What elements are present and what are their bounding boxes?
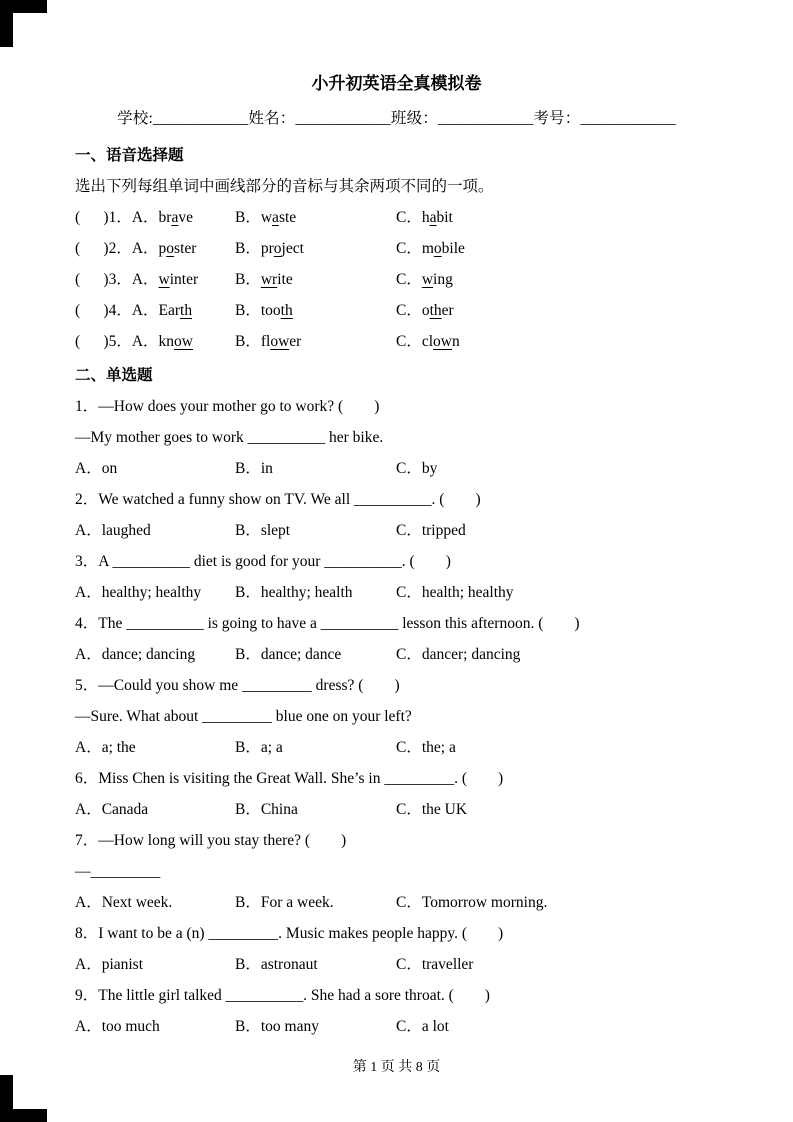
- underlined-letters: ow: [433, 333, 452, 350]
- phonetic-cell: [396, 233, 718, 264]
- option: C．tripped: [396, 522, 466, 539]
- phonetic-option: A．winter: [131, 271, 199, 288]
- phonetic-option: C．mobile: [396, 240, 465, 257]
- underlined-letters: th: [429, 302, 442, 319]
- phonetic-row: [75, 233, 718, 264]
- question-line: 6．Miss Chen is visiting the Great Wall. She’s in _________. ( ): [75, 770, 504, 787]
- option: A．Next week.: [75, 894, 173, 911]
- underlined-letters: ow: [174, 333, 193, 350]
- corner-mark-top-left: [0, 0, 13, 47]
- page-number-text: 第 1 页 共 8 页: [352, 1060, 441, 1075]
- phonetic-option: A．poster: [131, 240, 197, 257]
- option: C．health; healthy: [396, 584, 514, 601]
- phonetic-cell: [235, 264, 396, 295]
- phonetic-option: A．know: [131, 333, 193, 350]
- option: A．dance; dancing: [75, 646, 196, 663]
- student-info-field: 学校:____________: [117, 110, 249, 127]
- phonetic-row: [75, 295, 718, 326]
- option: A．too much: [75, 1018, 160, 1035]
- phonetic-cell: [75, 264, 235, 295]
- question-line: 1．—How does your mother go to work? ( ): [75, 398, 380, 415]
- phonetic-option: C．wing: [396, 271, 453, 288]
- question-line: 9．The little girl talked __________. She had a sore throat. ( ): [75, 987, 490, 1004]
- phonetic-option: B．waste: [235, 209, 297, 226]
- option: A．Canada: [75, 801, 149, 818]
- section1-heading: 一、语音选择题: [75, 147, 184, 164]
- option: B．dance; dance: [235, 646, 342, 663]
- options-row: [75, 949, 718, 980]
- answer-paren: ( )1．: [75, 209, 132, 226]
- section2-heading: 二、单选题: [75, 367, 153, 384]
- underlined-letters: ow: [270, 333, 290, 350]
- question-line: —Sure. What about _________ blue one on your left?: [75, 708, 412, 725]
- section1-instruction: 选出下列每组单词中画线部分的音标与其余两项不同的一项。: [75, 178, 494, 195]
- option: B．For a week.: [235, 894, 334, 911]
- option: B．slept: [235, 522, 291, 539]
- underlined-letters: a: [171, 209, 179, 226]
- corner-mark-bottom-left: [0, 1075, 13, 1122]
- phonetic-option: B．flower: [235, 333, 302, 350]
- phonetic-option: B．tooth: [235, 302, 293, 319]
- underlined-letters: th: [280, 302, 293, 319]
- option: B．in: [235, 460, 273, 477]
- underlined-letters: a: [272, 209, 279, 226]
- options-row: [75, 732, 718, 763]
- options-row: [75, 794, 718, 825]
- option: A．a; the: [75, 739, 136, 756]
- phonetic-option: B．project: [235, 240, 304, 257]
- underlined-letters: a: [429, 209, 437, 226]
- phonetic-option: A．brave: [131, 209, 193, 226]
- option: C．Tomorrow morning.: [396, 894, 548, 911]
- page-footer: [0, 1056, 793, 1076]
- answer-paren: ( )5．: [75, 333, 132, 350]
- underlined-letters: th: [180, 302, 193, 319]
- phonetic-question-list: [75, 202, 718, 357]
- question-line: 2．We watched a funny show on TV. We all __________. ( ): [75, 491, 481, 508]
- options-row: [75, 1011, 718, 1042]
- option: C．traveller: [396, 956, 474, 973]
- option: C．by: [396, 460, 438, 477]
- option: C．the; a: [396, 739, 456, 756]
- phonetic-option: B．write: [235, 271, 293, 288]
- phonetic-cell: [235, 233, 396, 264]
- page-title: 小升初英语全真模拟卷: [311, 74, 482, 93]
- option: A．pianist: [75, 956, 144, 973]
- student-info-field: 班级：____________: [390, 110, 534, 127]
- phonetic-cell: [235, 202, 396, 233]
- phonetic-cell: [235, 326, 396, 357]
- options-row: [75, 515, 718, 546]
- phonetic-option: A．Earth: [131, 302, 193, 319]
- question-line: 3．A __________ diet is good for your __________. ( ): [75, 553, 451, 570]
- phonetic-row: [75, 202, 718, 233]
- student-info-field: 考号：____________: [533, 110, 676, 127]
- question-line: 8．I want to be a (n) _________. Music makes people happy. ( ): [75, 925, 504, 942]
- underlined-letters: w: [421, 271, 434, 288]
- phonetic-cell: [75, 295, 235, 326]
- question-line: 5．—Could you show me _________ dress? ( ): [75, 677, 400, 694]
- phonetic-cell: [75, 233, 235, 264]
- phonetic-cell: [75, 326, 235, 357]
- phonetic-row: [75, 264, 718, 295]
- option: C．the UK: [396, 801, 468, 818]
- phonetic-option: C．other: [396, 302, 454, 319]
- phonetic-cell: [396, 264, 718, 295]
- answer-paren: ( )3．: [75, 271, 132, 288]
- question-line: —_________: [75, 863, 161, 880]
- phonetic-cell: [235, 295, 396, 326]
- student-info-field: 姓名：____________: [248, 110, 391, 127]
- phonetic-cell: [396, 326, 718, 357]
- option: A．healthy; healthy: [75, 584, 202, 601]
- phonetic-option: C．clown: [396, 333, 460, 350]
- option: B．a; a: [235, 739, 283, 756]
- phonetic-row: [75, 326, 718, 357]
- options-row: [75, 887, 718, 918]
- underlined-letters: w: [158, 271, 170, 288]
- option: B．China: [235, 801, 298, 818]
- answer-paren: ( )2．: [75, 240, 132, 257]
- mc-question-list: [75, 391, 718, 1042]
- question-line: —My mother goes to work __________ her bike.: [75, 429, 384, 446]
- option: B．astronaut: [235, 956, 318, 973]
- option: A．laughed: [75, 522, 151, 539]
- underlined-letters: o: [273, 240, 282, 257]
- option: B．too many: [235, 1018, 319, 1035]
- student-info-line: [75, 104, 718, 134]
- options-row: [75, 639, 718, 670]
- option: B．healthy; health: [235, 584, 353, 601]
- options-row: [75, 577, 718, 608]
- underlined-letters: o: [166, 240, 175, 257]
- option: C．a lot: [396, 1018, 449, 1035]
- phonetic-cell: [75, 202, 235, 233]
- underlined-letters: o: [433, 240, 442, 257]
- underlined-letters: wr: [260, 271, 278, 288]
- phonetic-option: C．habit: [396, 209, 453, 226]
- question-line: 7．—How long will you stay there? ( ): [75, 832, 347, 849]
- phonetic-cell: [396, 295, 718, 326]
- option: A．on: [75, 460, 118, 477]
- option: C．dancer; dancing: [396, 646, 521, 663]
- answer-paren: ( )4．: [75, 302, 132, 319]
- options-row: [75, 453, 718, 484]
- question-line: 4．The __________ is going to have a __________ lesson this afternoon. ( ): [75, 615, 580, 632]
- phonetic-cell: [396, 202, 718, 233]
